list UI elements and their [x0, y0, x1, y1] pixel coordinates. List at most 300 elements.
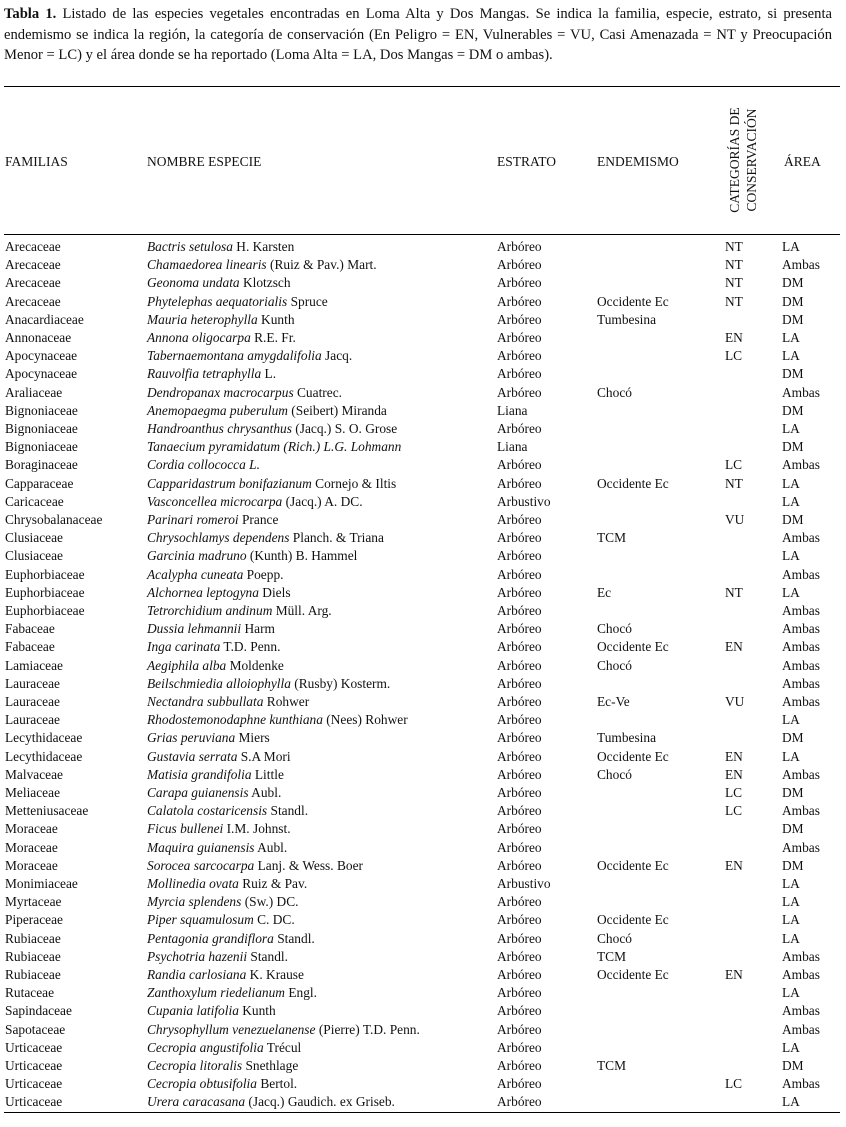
- cell-estrato: Arbóreo: [497, 1058, 542, 1073]
- species-name: Tabernaemontana amygdalifolia: [147, 348, 322, 364]
- cell-familia: Sapindaceae: [5, 1003, 72, 1019]
- species-author: Planch. & Triana: [289, 530, 384, 546]
- cell-area: Ambas: [782, 948, 820, 964]
- species-author: Diels: [258, 584, 291, 600]
- table-row: [0, 948, 846, 966]
- cell-endemismo: Occidente Ec: [597, 967, 669, 982]
- cell-endemismo: TCM: [597, 530, 627, 546]
- cell-area: LA: [782, 876, 800, 891]
- species-name: Acalypha cuneata: [147, 566, 244, 582]
- table-row: [0, 693, 846, 711]
- cell-estrato: Arbóreo: [497, 657, 542, 673]
- cell-estrato: Arbóreo: [497, 930, 542, 946]
- cell-estrato: Arbóreo: [497, 839, 542, 855]
- cell-area: Ambas: [782, 694, 820, 709]
- table-row: [0, 311, 846, 329]
- caption-label: Tabla 1.: [4, 6, 57, 22]
- cell-familia: Urticaceae: [5, 1094, 63, 1110]
- species-author: Poepp.: [243, 566, 284, 582]
- cell-familia: Lecythidaceae: [5, 748, 83, 764]
- cell-especie: [147, 293, 328, 311]
- cell-area: Ambas: [782, 621, 820, 637]
- species-name: Bactris setulosa: [147, 239, 233, 254]
- cell-familia: Fabaceae: [5, 621, 55, 637]
- table-row: [0, 1021, 846, 1039]
- table-row: [0, 456, 846, 474]
- species-name: Carapa guianensis: [147, 785, 249, 800]
- cell-area: DM: [782, 366, 804, 382]
- species-author: Trécul: [263, 1039, 302, 1055]
- cell-familia: Apocynaceae: [5, 348, 78, 364]
- cell-familia: Meliaceae: [5, 785, 61, 800]
- header-endemismo: ENDEMISMO: [597, 154, 679, 169]
- cell-area: LA: [782, 712, 800, 728]
- cell-area: DM: [782, 730, 804, 746]
- cell-estrato: Arbóreo: [497, 348, 542, 364]
- species-author: (Kunth) B. Hammel: [246, 548, 358, 564]
- cell-estrato: Arbóreo: [497, 912, 542, 928]
- species-author: Standl.: [267, 803, 309, 819]
- species-name: Grias peruviana: [147, 730, 236, 746]
- cell-especie: [147, 930, 315, 948]
- cell-familia: Metteniusaceae: [5, 803, 89, 819]
- species-author: Standl.: [273, 930, 315, 946]
- species-name: Beilschmiedia alloiophylla: [147, 675, 291, 691]
- species-name: Piper squamulosum: [147, 912, 254, 928]
- cell-categoria: LC: [725, 1076, 743, 1092]
- cell-area: LA: [782, 1039, 800, 1055]
- caption-text: Listado de las especies vegetales encontradas en Loma Alta y Dos Mangas. Se indica la familia, especie, estrato, si presenta endemismo se indica la región, la categoría de conservación (En Peligro = EN, Vulnerables = VU, Casi Amenazada = NT y Preocupación Menor = LC) y el área donde se ha reportado (Loma Alta = LA, Dos Mangas = DM o ambas).: [4, 6, 832, 63]
- table-row: [0, 511, 846, 529]
- species-author: T.D. Penn.: [220, 639, 281, 655]
- table-row: [0, 420, 846, 438]
- cell-endemismo: TCM: [597, 948, 627, 964]
- table-top-rule: [4, 86, 840, 87]
- table-row: [0, 402, 846, 420]
- species-author: Kunth: [238, 1003, 276, 1019]
- cell-familia: Lauraceae: [5, 712, 60, 728]
- cell-categoria: LC: [725, 457, 743, 473]
- species-author: Lanj. & Wess. Boer: [254, 857, 363, 873]
- cell-estrato: Liana: [497, 439, 528, 455]
- cell-area: LA: [782, 548, 800, 564]
- cell-area: LA: [782, 421, 800, 436]
- cell-estrato: Arbóreo: [497, 621, 542, 637]
- cell-area: DM: [782, 402, 804, 418]
- cell-especie: [147, 893, 299, 911]
- cell-familia: Urticaceae: [5, 1058, 63, 1073]
- cell-especie: [147, 675, 390, 693]
- species-author: Prance: [238, 512, 279, 527]
- table-row: [0, 238, 846, 256]
- species-author: Little: [251, 766, 284, 782]
- table-row: [0, 820, 846, 838]
- cell-estrato: Arbóreo: [497, 384, 542, 400]
- header-familias: FAMILIAS: [5, 154, 68, 169]
- cell-area: DM: [782, 1058, 804, 1073]
- species-name: Cordia collococca L.: [147, 457, 260, 473]
- cell-area: DM: [782, 311, 804, 327]
- cell-area: LA: [782, 239, 800, 254]
- species-name: Dendropanax macrocarpus: [147, 384, 294, 400]
- cell-endemismo: Occidente Ec: [597, 748, 669, 764]
- cell-especie: [147, 311, 295, 329]
- species-author: (Seibert) Miranda: [287, 402, 387, 418]
- cell-especie: [147, 1057, 298, 1075]
- table-row: [0, 675, 846, 693]
- species-author: Aubl.: [254, 839, 288, 855]
- cell-area: Ambas: [782, 384, 820, 400]
- cell-area: Ambas: [782, 1003, 820, 1019]
- cell-estrato: Arbóreo: [497, 1003, 542, 1019]
- species-author: Rohwer: [263, 694, 310, 709]
- cell-endemismo: Occidente Ec: [597, 857, 669, 873]
- table-row: [0, 293, 846, 311]
- cell-familia: Bignoniaceae: [5, 402, 78, 418]
- cell-familia: Bignoniaceae: [5, 421, 78, 436]
- cell-estrato: Liana: [497, 402, 528, 418]
- cell-endemismo: Ec-Ve: [597, 694, 630, 709]
- species-author: (Rusby) Kosterm.: [290, 675, 391, 691]
- cell-estrato: Arbóreo: [497, 421, 542, 436]
- cell-especie: [147, 402, 387, 420]
- table-row: [0, 529, 846, 547]
- cell-endemismo: Chocó: [597, 621, 632, 637]
- cell-categoria: NT: [725, 257, 743, 273]
- cell-especie: [147, 802, 308, 820]
- table-row: [0, 748, 846, 766]
- cell-especie: [147, 420, 397, 438]
- cell-area: DM: [782, 293, 804, 309]
- species-name: Garcinia madruno: [147, 548, 247, 564]
- species-name: Rauvolfia tetraphylla: [147, 366, 262, 382]
- cell-especie: [147, 748, 291, 766]
- cell-estrato: Arbóreo: [497, 566, 542, 582]
- table-row: [0, 729, 846, 747]
- cell-familia: Annonaceae: [5, 330, 72, 345]
- cell-especie: [147, 784, 281, 802]
- species-author: I.M. Johnst.: [223, 821, 291, 837]
- cell-familia: Fabaceae: [5, 639, 55, 655]
- header-categorias-line2: CONSERVACIÓN: [744, 108, 759, 212]
- cell-categoria: NT: [725, 293, 743, 309]
- cell-familia: Lamiaceae: [5, 657, 63, 673]
- species-author: Bertol.: [256, 1076, 298, 1092]
- cell-estrato: Arbóreo: [497, 766, 542, 782]
- cell-endemismo: Chocó: [597, 766, 632, 782]
- species-name: Anemopaegma puberulum: [147, 402, 288, 418]
- cell-area: Ambas: [782, 657, 820, 673]
- cell-familia: Clusiaceae: [5, 548, 63, 564]
- cell-especie: [147, 857, 363, 875]
- cell-endemismo: Occidente Ec: [597, 912, 669, 928]
- cell-area: LA: [782, 348, 800, 364]
- species-name: Gustavia serrata: [147, 748, 238, 764]
- cell-estrato: Arbóreo: [497, 985, 542, 1001]
- table-row: [0, 911, 846, 929]
- species-author: Cornejo & Iltis: [311, 475, 397, 491]
- cell-estrato: Arbóreo: [497, 785, 542, 800]
- cell-familia: Urticaceae: [5, 1039, 63, 1055]
- species-name: Mollinedia ovata: [147, 876, 239, 891]
- cell-especie: [147, 365, 276, 383]
- cell-endemismo: Occidente Ec: [597, 293, 669, 309]
- cell-area: LA: [782, 584, 800, 600]
- species-author: K. Krause: [246, 967, 304, 982]
- table-row: [0, 802, 846, 820]
- cell-endemismo: Chocó: [597, 384, 632, 400]
- cell-especie: [147, 948, 288, 966]
- cell-endemismo: Ec: [597, 584, 612, 600]
- table-row: [0, 638, 846, 656]
- cell-estrato: Arbóreo: [497, 748, 542, 764]
- table-row: [0, 984, 846, 1002]
- cell-area: Ambas: [782, 803, 820, 819]
- table-row: [0, 475, 846, 493]
- cell-estrato: Arbóreo: [497, 675, 542, 691]
- cell-area: LA: [782, 985, 800, 1001]
- cell-especie: [147, 1002, 276, 1020]
- species-author: Spruce: [287, 293, 328, 309]
- cell-estrato: Arbóreo: [497, 548, 542, 564]
- cell-estrato: Arbóreo: [497, 803, 542, 819]
- cell-area: LA: [782, 912, 800, 928]
- cell-categoria: EN: [725, 967, 743, 982]
- cell-estrato: Arbóreo: [497, 894, 542, 910]
- cell-estrato: Arbóreo: [497, 530, 542, 546]
- cell-estrato: Arbustivo: [497, 876, 551, 891]
- cell-estrato: Arbóreo: [497, 275, 542, 291]
- species-author: Aubl.: [248, 785, 282, 800]
- cell-area: Ambas: [782, 530, 820, 546]
- cell-categoria: NT: [725, 239, 743, 254]
- cell-especie: [147, 1093, 395, 1111]
- cell-familia: Arecaceae: [5, 275, 61, 291]
- cell-familia: Chrysobalanaceae: [5, 512, 103, 527]
- species-name: Sorocea sarcocarpa: [147, 857, 255, 873]
- header-nombre-especie: NOMBRE ESPECIE: [147, 154, 262, 169]
- species-author: (Jacq.) Gaudich. ex Griseb.: [245, 1094, 395, 1110]
- cell-area: Ambas: [782, 675, 820, 691]
- cell-area: LA: [782, 330, 800, 345]
- species-author: (Jacq.) S. O. Grose: [291, 421, 398, 436]
- cell-especie: [147, 274, 291, 292]
- cell-especie: [147, 438, 401, 456]
- cell-area: Ambas: [782, 566, 820, 582]
- cell-especie: [147, 584, 291, 602]
- cell-especie: [147, 966, 304, 984]
- species-author: Miers: [235, 730, 270, 746]
- cell-especie: [147, 456, 260, 474]
- species-name: Tetrorchidium andinum: [147, 603, 273, 618]
- species-name: Tanaecium pyramidatum (Rich.) L.G. Lohmann: [147, 439, 402, 455]
- cell-area: Ambas: [782, 967, 820, 982]
- cell-estrato: Arbóreo: [497, 821, 542, 837]
- cell-familia: Rubiaceae: [5, 967, 61, 982]
- table-row: [0, 930, 846, 948]
- species-name: Chrysophyllum venezuelanense: [147, 1021, 316, 1037]
- cell-area: LA: [782, 1094, 800, 1110]
- table-row: [0, 384, 846, 402]
- species-author: (Jacq.) A. DC.: [282, 493, 363, 509]
- cell-endemismo: Chocó: [597, 930, 632, 946]
- cell-area: Ambas: [782, 603, 820, 618]
- cell-familia: Piperaceae: [5, 912, 63, 928]
- cell-especie: [147, 238, 294, 256]
- cell-familia: Clusiaceae: [5, 530, 63, 546]
- species-author: S.A Mori: [237, 748, 291, 764]
- cell-familia: Sapotaceae: [5, 1021, 66, 1037]
- cell-familia: Moraceae: [5, 821, 58, 837]
- cell-estrato: Arbóreo: [497, 857, 542, 873]
- cell-familia: Moraceae: [5, 857, 58, 873]
- species-name: Inga carinata: [147, 639, 221, 655]
- table-row: [0, 857, 846, 875]
- species-name: Myrcia splendens: [147, 894, 242, 910]
- cell-estrato: Arbóreo: [497, 457, 542, 473]
- species-author: H. Karsten: [232, 239, 295, 254]
- cell-especie: [147, 566, 284, 584]
- species-name: Chamaedorea linearis: [147, 257, 267, 273]
- cell-familia: Arecaceae: [5, 239, 61, 254]
- cell-familia: Lauraceae: [5, 675, 60, 691]
- cell-familia: Arecaceae: [5, 293, 61, 309]
- cell-area: Ambas: [782, 457, 820, 473]
- species-author: Standl.: [247, 948, 288, 964]
- species-name: Cecropia litoralis: [147, 1058, 243, 1073]
- table-row: [0, 329, 846, 347]
- cell-categoria: NT: [725, 584, 743, 600]
- table-bottom-rule: [4, 1112, 840, 1113]
- cell-familia: Anacardiaceae: [5, 311, 84, 327]
- table-header-rule: [4, 234, 840, 235]
- table-row: [0, 875, 846, 893]
- table-row: [0, 620, 846, 638]
- cell-area: Ambas: [782, 639, 820, 655]
- species-name: Cecropia obtusifolia: [147, 1076, 257, 1092]
- cell-especie: [147, 493, 363, 511]
- species-author: (Nees) Rohwer: [322, 712, 408, 728]
- table-row: [0, 365, 846, 383]
- cell-estrato: Arbóreo: [497, 366, 542, 382]
- species-author: (Pierre) T.D. Penn.: [315, 1021, 420, 1037]
- header-categorias-conservacion: [718, 94, 768, 226]
- cell-categoria: LC: [725, 803, 743, 819]
- header-estrato: ESTRATO: [497, 154, 557, 169]
- species-author: Ruiz & Pav.: [238, 876, 308, 891]
- cell-especie: [147, 984, 317, 1002]
- cell-familia: Lauraceae: [5, 694, 60, 709]
- cell-familia: Myrtaceae: [5, 894, 62, 910]
- table-row: [0, 438, 846, 456]
- species-author: R.E. Fr.: [250, 330, 296, 345]
- cell-categoria: LC: [725, 348, 743, 364]
- cell-estrato: Arbustivo: [497, 493, 551, 509]
- species-name: Parinari romeroi: [147, 512, 239, 527]
- cell-familia: Euphorbiaceae: [5, 584, 85, 600]
- cell-estrato: Arbóreo: [497, 639, 542, 655]
- cell-familia: Rutaceae: [5, 985, 55, 1001]
- cell-estrato: Arbóreo: [497, 512, 542, 527]
- table-row: [0, 547, 846, 565]
- cell-especie: [147, 256, 377, 274]
- table-row: [0, 584, 846, 602]
- cell-estrato: Arbóreo: [497, 603, 542, 618]
- species-author: Moldenke: [226, 657, 284, 673]
- species-name: Cecropia angustifolia: [147, 1039, 264, 1055]
- species-name: Psychotria hazenii: [147, 948, 248, 964]
- species-author: Müll. Arg.: [272, 603, 332, 618]
- species-name: Annona oligocarpa: [147, 330, 251, 345]
- cell-especie: [147, 729, 270, 747]
- cell-estrato: Arbóreo: [497, 257, 542, 273]
- cell-area: Ambas: [782, 257, 820, 273]
- cell-familia: Caricaceae: [5, 493, 64, 509]
- cell-especie: [147, 547, 357, 565]
- species-author: Engl.: [284, 985, 317, 1001]
- cell-estrato: Arbóreo: [497, 475, 542, 491]
- table-row: [0, 1039, 846, 1057]
- table-row: [0, 493, 846, 511]
- species-author: (Ruiz & Pav.) Mart.: [266, 257, 377, 273]
- cell-familia: Arecaceae: [5, 257, 61, 273]
- cell-familia: Araliaceae: [5, 384, 63, 400]
- species-author: (Sw.) DC.: [241, 894, 299, 910]
- cell-area: LA: [782, 493, 800, 509]
- species-name: Calatola costaricensis: [147, 803, 268, 819]
- table-row: [0, 657, 846, 675]
- species-name: Nectandra subbullata: [147, 694, 264, 709]
- table-row: [0, 1057, 846, 1075]
- species-author: L.: [261, 366, 277, 382]
- cell-especie: [147, 1039, 301, 1057]
- cell-especie: [147, 657, 284, 675]
- table-row: [0, 274, 846, 292]
- cell-estrato: Arbóreo: [497, 311, 542, 327]
- cell-especie: [147, 875, 307, 893]
- cell-area: DM: [782, 857, 804, 873]
- cell-estrato: Arbóreo: [497, 330, 542, 345]
- header-area: ÁREA: [784, 154, 821, 169]
- table-row: [0, 1075, 846, 1093]
- cell-categoria: LC: [725, 785, 743, 800]
- cell-categoria: VU: [725, 694, 745, 709]
- cell-especie: [147, 511, 278, 529]
- cell-categoria: EN: [725, 748, 743, 764]
- species-name: Alchornea leptogyna: [147, 584, 259, 600]
- cell-especie: [147, 475, 396, 493]
- table-caption: [4, 4, 832, 66]
- cell-estrato: Arbóreo: [497, 712, 542, 728]
- cell-especie: [147, 384, 342, 402]
- cell-especie: [147, 711, 408, 729]
- cell-estrato: Arbóreo: [497, 239, 542, 254]
- cell-familia: Bignoniaceae: [5, 439, 78, 455]
- table-row: [0, 966, 846, 984]
- cell-familia: Urticaceae: [5, 1076, 63, 1092]
- cell-categoria: NT: [725, 475, 743, 491]
- cell-area: DM: [782, 439, 804, 455]
- cell-especie: [147, 1075, 297, 1093]
- cell-especie: [147, 620, 275, 638]
- species-name: Matisia grandifolia: [147, 766, 252, 782]
- species-author: Kunth: [257, 311, 295, 327]
- cell-area: DM: [782, 275, 804, 291]
- table-row: [0, 766, 846, 784]
- species-name: Aegiphila alba: [147, 657, 227, 673]
- species-author: C. DC.: [253, 912, 295, 928]
- table-row: [0, 1093, 846, 1111]
